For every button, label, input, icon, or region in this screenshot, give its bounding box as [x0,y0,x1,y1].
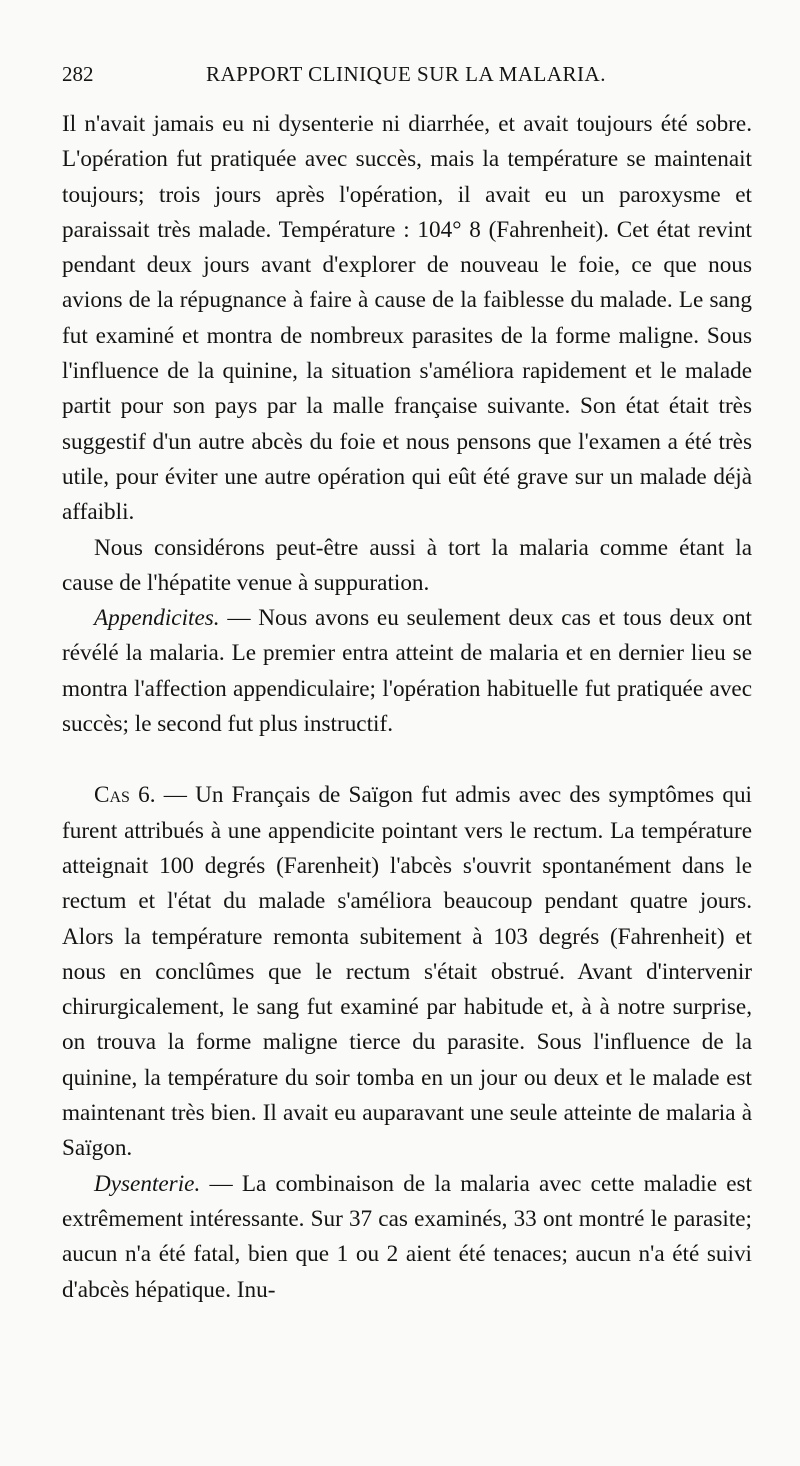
body-text [62,107,752,1308]
paragraph-text: Nous considérons peut-être aussi à tort la malaria comme étant la cause de l'hépatite venue à suppuration. [62,534,752,596]
page-number: 282 [62,62,94,86]
case-lead-cas-6: Cas 6. [94,782,156,809]
section-lead-dysenterie: Dysenterie. [94,1170,201,1197]
paragraph-text: — Un Français de Saïgon fut admis avec des symptômes qui furent attribués à une appendicite pointant vers le rectum. La température atteignait 100 degrés (Farenheit) l'abcès s'ouvrit spontanément dans le rectum et l'état du malade s'améliora beaucoup pendant quatre jours. Alors la température remonta subitement à 103 degrés (Fahrenheit) et nous en conclûmes que le rectum s'était obstrué. Avant d'intervenir chirurgicalement, le sang fut examiné par habitude et, à à notre surprise, on trouva la forme maligne tierce du parasite. Sous l'influence de la quinine, la température du soir tomba en un jour ou deux et le malade est maintenant très bien. Il avait eu auparavant une seule atteinte de malaria à Saïgon. [62,782,752,1162]
paragraph-cas-6 [62,778,752,1166]
section-lead-appendicites: Appendicites. [94,605,220,632]
paragraph-hepatite [62,531,752,602]
page-header [62,62,752,96]
paragraph-appendicites [62,601,752,742]
paragraph-text: — Nous avons eu seulement deux cas et tous deux ont révélé la malaria. Le premier entra atteint de malaria et en dernier lieu se montra l'affection appendiculaire; l'opération habituelle fut pratiquée avec succès; le second fut plus instructif. [62,605,752,738]
paragraph-text: — La combinaison de la malaria avec cette maladie est extrêmement intéressante. Sur 37 cas examinés, 33 ont montré le parasite; aucun n'a été fatal, bien que 1 ou 2 aient été tenaces; aucun n'a été suivi d'abcès hépatique. Inu- [62,1170,752,1303]
running-title: RAPPORT CLINIQUE SUR LA MALARIA. [206,62,606,86]
paragraph-continuation [62,107,752,531]
paragraph-dysenterie [62,1167,752,1308]
paragraph-text: Il n'avait jamais eu ni dysenterie ni diarrhée, et avait toujours été sobre. L'opération fut pratiquée avec succès, mais la température se maintenait toujours; trois jours après l'opération, il avait eu un paroxysme et paraissait très malade. Température : 104° 8 (Fahrenheit). Cet état revint pendant deux jours avant d'explorer de nouveau le foie, ce que nous avions de la répugnance à faire à cause de la faiblesse du malade. Le sang fut examiné et montra de nombreux parasites de la forme maligne. Sous l'influence de la quinine, la situation s'améliora rapidement et le malade partit pour son pays par la malle française suivante. Son état était très suggestif d'un autre abcès du foie et nous pensons que l'examen a été très utile, pour éviter une autre opération qui eût été grave sur un malade déjà affaibli. [62,111,752,526]
